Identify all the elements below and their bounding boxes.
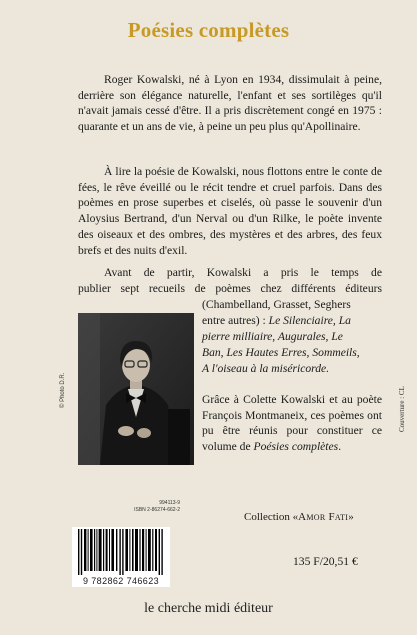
barcode	[72, 527, 170, 587]
paragraph-poetry	[78, 164, 382, 258]
books-title-silenciaire: Le Silenciaire, La	[268, 314, 351, 327]
isbn-block	[76, 500, 180, 514]
paragraph-thanks-text: Grâce à Colette Kowalski et au poète François Montmaneix, ces poèmes ont pu être réunis pour constituer ce volume de	[202, 393, 382, 454]
cover-credit: Couverture : CL	[398, 386, 406, 432]
books-line-7	[202, 361, 329, 377]
paragraph-thanks-end: .	[338, 440, 342, 454]
barcode-bars	[72, 527, 170, 577]
collection-name: Amor Fati	[298, 511, 349, 523]
paragraph-poetry-text: À lire la poésie de Kowalski, nous flottons entre le conte de fées, le rêve éveillé ou le récit tendre et cruel parfois. Dans des poèmes en prose superbes et ciselés, où passe le souvenir d'un Aloysius Bertrand, d'un Nerval ou d'un Rilke, le poète invente des oiseaux et des ombres, des mystères et des arbres, des feux brefs et des nuits d'exil.	[78, 165, 382, 257]
paragraph-thanks	[202, 392, 382, 455]
price: 135 F/20,51 €	[293, 555, 358, 568]
books-line-3: (Chambelland, Grasset, Seghers	[202, 298, 351, 311]
books-line-2: publier sept recueils de poèmes chez différents éditeurs	[78, 282, 382, 295]
books-line-5	[202, 329, 343, 345]
collection-prefix: Collection «	[244, 511, 299, 523]
barcode-number: 9 782862 746623	[82, 576, 160, 586]
isbn-number: ISBN 2-86274-662-2	[134, 507, 180, 513]
paragraph-thanks-title: Poésies complètes	[253, 440, 339, 454]
books-line-1: Avant de partir, Kowalski a pris le temps de	[104, 266, 382, 279]
books-line-4	[202, 313, 351, 329]
paragraph-intro	[78, 72, 382, 135]
page-title: Poésies complètes	[127, 18, 290, 42]
collection-label	[244, 511, 354, 523]
books-titles-5: pierre milliaire, Augurales, Le	[202, 330, 343, 343]
books-titles-6: Ban, Les Hautes Erres, Sommeils,	[202, 346, 360, 359]
books-titles-7: A l'oiseau à la miséricorde.	[202, 362, 330, 375]
books-line-6	[202, 345, 360, 361]
books-line-4-text: entre autres) :	[202, 314, 269, 327]
author-photo	[78, 313, 194, 465]
publisher-name: le cherche midi éditeur	[144, 601, 273, 616]
photo-credit: © Photo D.R.	[60, 372, 66, 408]
internal-code: 994113-9	[159, 500, 180, 506]
collection-suffix: »	[348, 511, 354, 523]
paragraph-intro-text: Roger Kowalski, né à Lyon en 1934, dissimulait à peine, derrière son élégance naturelle, l'enfant et ses sortilèges qu'il n'avait jamais cessé d'être. Il a pris discrètement congé en 1975 : quarante et un ans de vie, à peine un peu plus qu'Apollinaire.	[78, 73, 382, 134]
author-portrait	[78, 313, 194, 465]
